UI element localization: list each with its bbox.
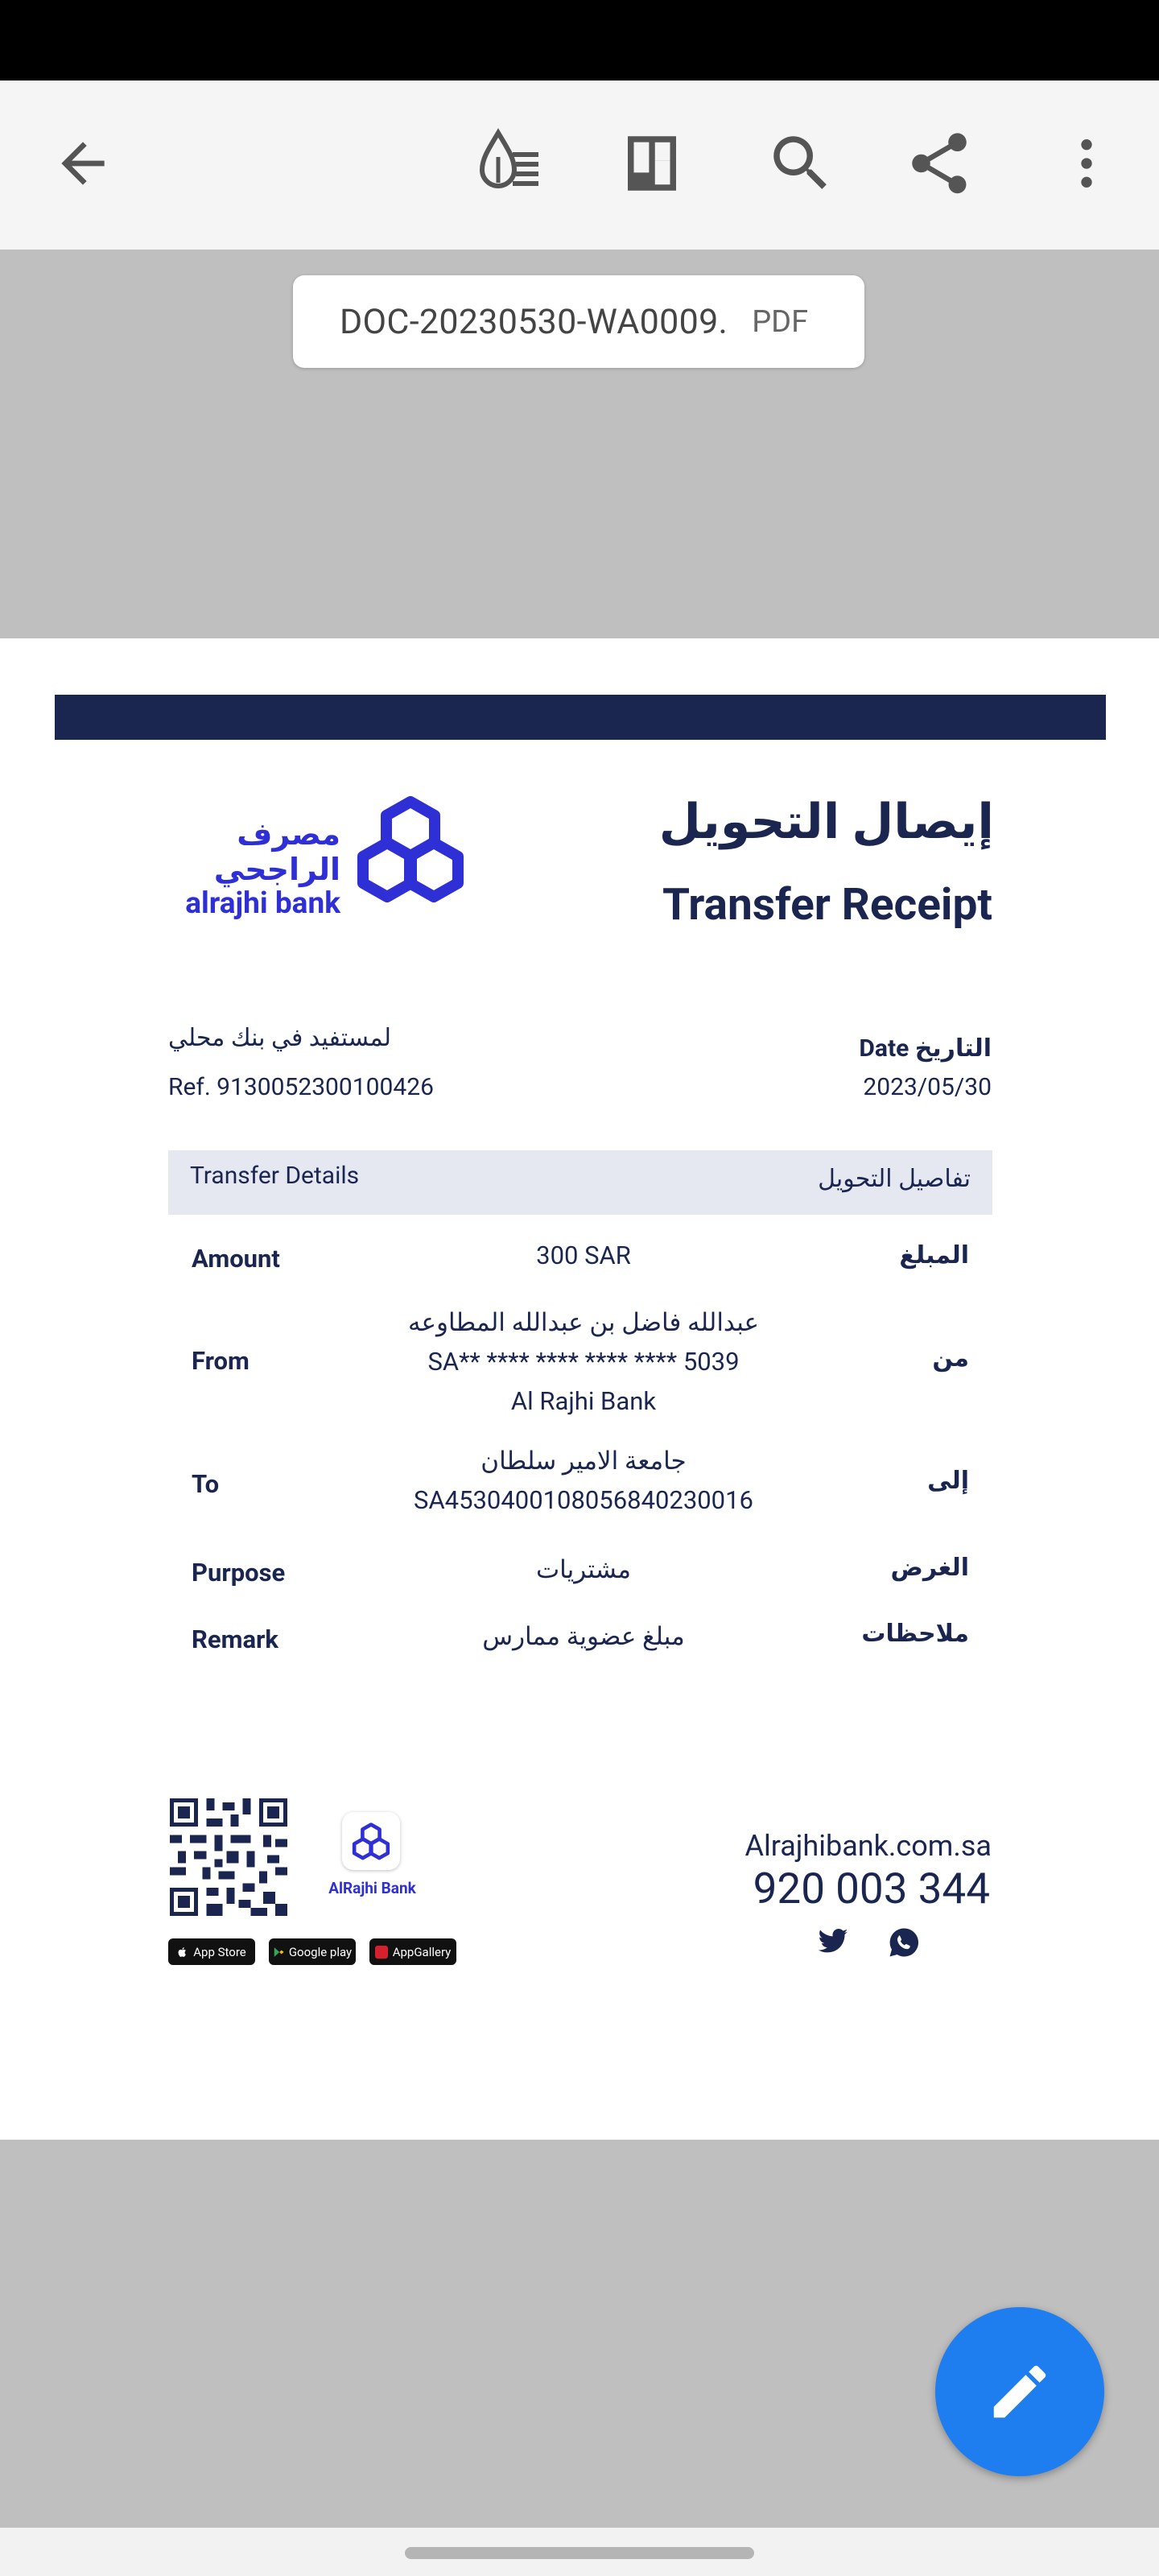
back-arrow-icon[interactable] [39,119,127,208]
reference-number: Ref. 9130052300100426 [168,1073,434,1101]
header-band [55,695,1106,740]
file-name-chip [293,275,864,368]
date-value: 2023/05/30 [863,1073,992,1101]
amount-label: Amount [192,1244,280,1274]
transfer-details-header [168,1150,992,1215]
amount-label-ar: المبلغ [899,1241,969,1269]
to-label: To [192,1469,220,1499]
qr-code [170,1798,287,1919]
from-iban: SA** **** **** **** **** 5039 [427,1347,740,1377]
to-iban: SA4530400108056840230016 [414,1485,753,1515]
from-name: عبدالله فاضل بن عبدالله المطاوعه [407,1307,760,1337]
remark-label-ar: ملاحظات [861,1620,969,1648]
details-title-ar: تفاصيل التحويل [818,1165,971,1193]
home-gesture-handle[interactable] [405,2547,754,2559]
bank-logo-text [167,817,340,920]
file-extension: PDF [752,303,809,340]
reading-mode-icon[interactable] [608,119,696,208]
pencil-icon [985,2357,1054,2426]
website: Alrajhibank.com.sa [744,1829,992,1863]
bank-name-ar: مصرف الراجحي [213,817,340,888]
app-icon [342,1812,400,1870]
edit-fab[interactable] [935,2307,1104,2476]
top-toolbar [0,80,1159,250]
file-name: DOC-20230530-WA0009. [340,301,728,342]
date-label: Date التاريخ [859,1034,992,1063]
beneficiary-type: لمستفيد في بنك محلي [168,1024,392,1052]
google-play-badge[interactable]: Google play [269,1938,356,1965]
from-bank: Al Rajhi Bank [510,1386,657,1416]
share-icon[interactable] [895,119,984,208]
purpose-label: Purpose [192,1558,286,1587]
remark-value: مبلغ عضوية ممارس [482,1621,685,1651]
huawei-icon [375,1946,388,1959]
from-label-ar: من [932,1344,969,1373]
twitter-icon [815,1926,851,1961]
details-title-en: Transfer Details [190,1162,360,1190]
to-name: جامعة الامير سلطان [481,1446,687,1476]
title-ar: إيصال التحويل [658,793,994,850]
to-label-ar: إلى [927,1467,969,1495]
remark-label: Remark [192,1624,278,1654]
more-vert-icon[interactable] [1042,119,1131,208]
search-icon[interactable] [757,119,845,208]
purpose-value: مشتريات [536,1554,631,1584]
from-details [322,1302,845,1421]
app-store-badge[interactable]: App Store [168,1938,255,1965]
purpose-label-ar: الغرض [890,1554,969,1582]
app-gallery-badge[interactable]: AppGallery [369,1938,456,1965]
ink-saver-icon[interactable] [465,119,554,208]
alrajhi-logo-icon [354,794,467,906]
bank-name-en: alrajhi bank [185,886,340,921]
to-details [322,1441,845,1520]
status-bar [0,0,1159,80]
from-label: From [192,1346,250,1376]
amount-value: 300 SAR [536,1241,631,1270]
app-label: AlRajhi Bank [328,1879,416,1897]
whatsapp-icon [887,1926,921,1963]
apple-icon [177,1946,188,1959]
title-en: Transfer Receipt [662,879,992,931]
play-icon [273,1946,284,1959]
phone-number: 920 003 344 [753,1864,990,1913]
